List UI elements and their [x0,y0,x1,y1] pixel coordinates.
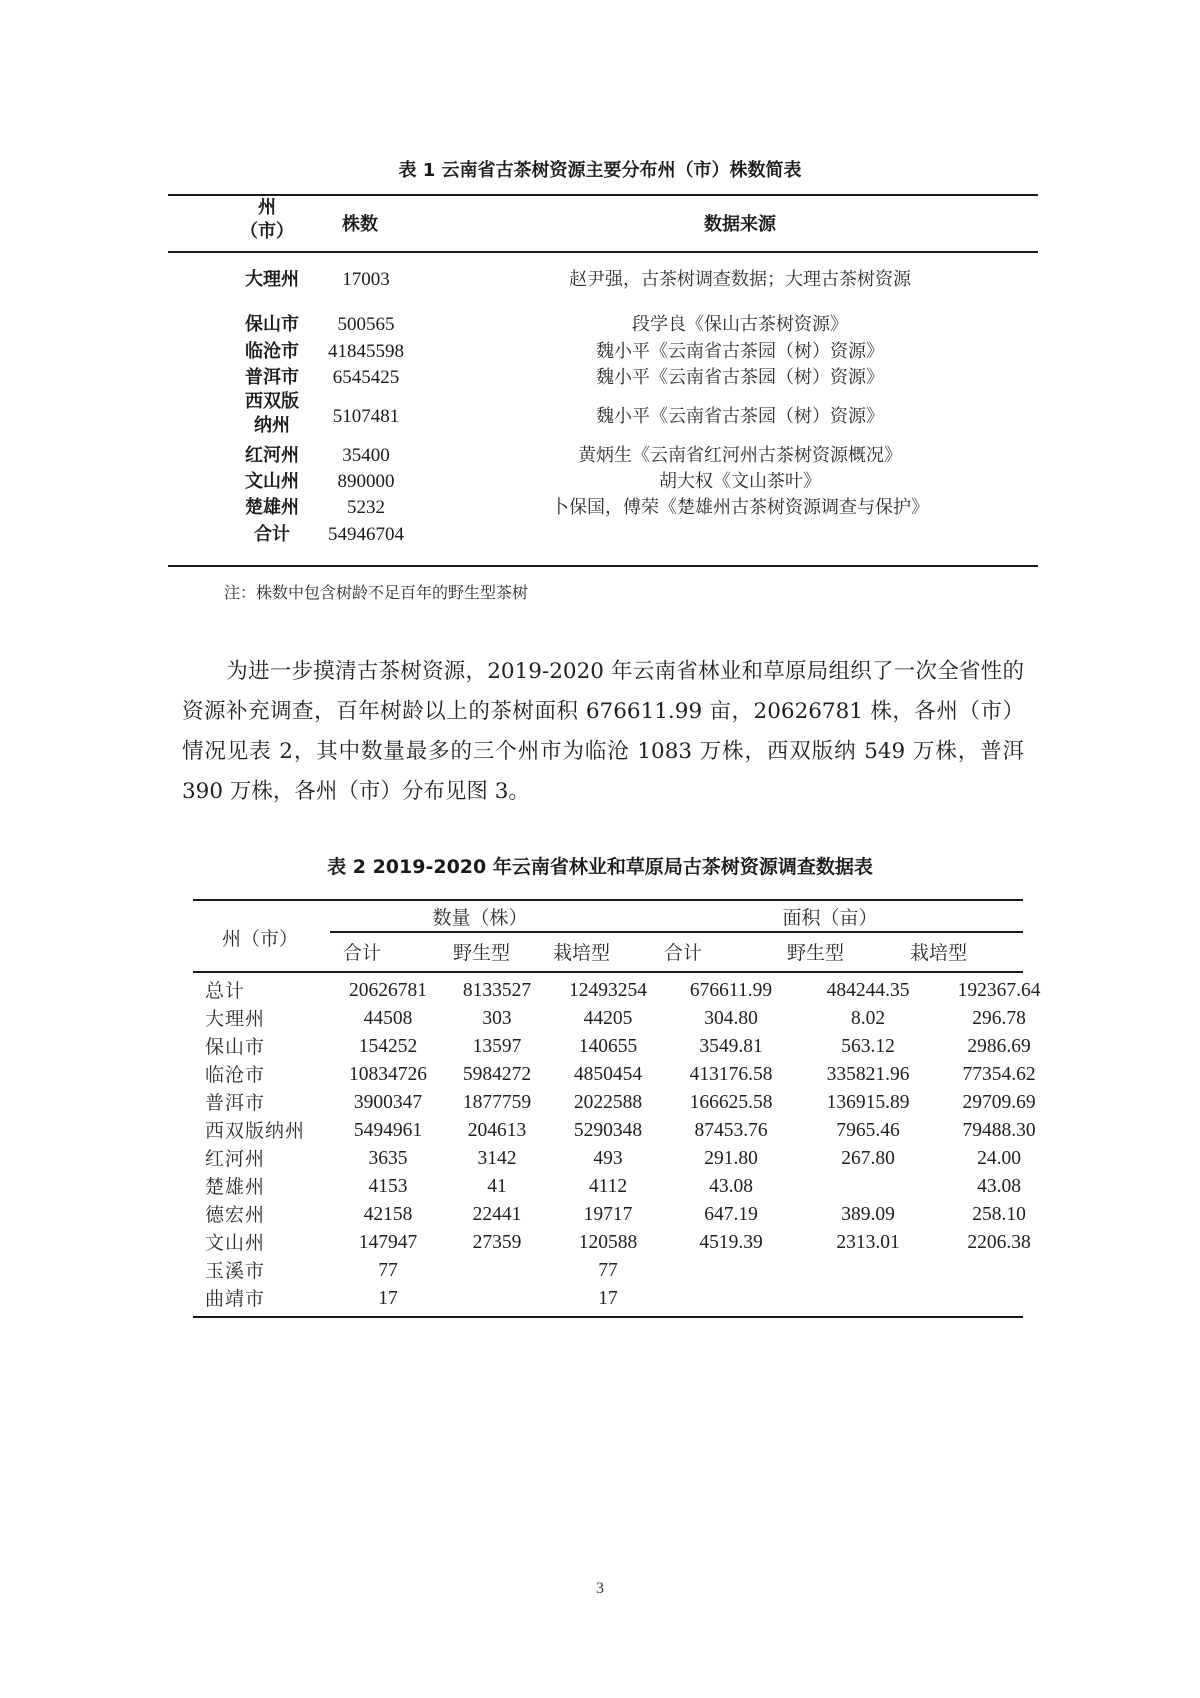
qty-wild: 303 [482,1008,512,1029]
region-name: 西双版纳州 [205,1120,306,1142]
qty-total: 4153 [368,1176,408,1197]
region-name: 大理州 [205,1008,266,1030]
table-row [168,364,1038,392]
data-source: 魏小平《云南省古茶园（树）资源》 [596,341,884,362]
table-row [193,1201,1026,1229]
qty-total: 154252 [358,1036,418,1057]
qty-wild: 204613 [467,1120,527,1141]
area-total: 413176.58 [689,1064,773,1085]
region-name: 临沧市 [205,1064,266,1086]
data-source: 赵尹强，古茶树调查数据；大理古茶树资源 [569,269,911,290]
qty-total: 147947 [358,1232,418,1253]
table1-header-rule [168,251,1038,253]
area-wild: 8.02 [850,1008,886,1029]
region-name: 玉溪市 [205,1260,266,1282]
qty-cultivated: 120588 [578,1232,638,1253]
table-row [168,494,1038,522]
tree-count: 35400 [342,445,390,466]
table-row [168,442,1038,470]
header-region-line1: 州 [258,197,276,218]
qty-cultivated: 4850454 [573,1064,643,1085]
qty-total: 77 [378,1260,398,1281]
area-cultivated: 43.08 [977,1176,1021,1197]
data-source: 段学良《保山古茶树资源》 [632,314,848,335]
table-row [168,311,1038,339]
tree-count: 17003 [342,269,390,290]
region-name: 红河州 [245,445,299,466]
table2-header-rule [193,971,1023,973]
tree-count: 5232 [347,497,385,518]
table2-group-rule-area [610,931,1023,933]
area-cultivated: 192367.64 [957,980,1041,1001]
area-cultivated: 258.10 [972,1204,1026,1225]
qty-total: 42158 [363,1204,413,1225]
qty-cultivated: 44205 [583,1008,633,1029]
data-source: 卜保国，傅荣《楚雄州古茶树资源调查与保护》 [551,497,929,518]
qty-wild: 1877759 [462,1092,532,1113]
region-name: 德宏州 [205,1204,266,1226]
region-name: 曲靖市 [205,1288,266,1310]
region-name: 合计 [254,524,290,545]
table-row [193,1257,1023,1285]
qty-cultivated: 2022588 [573,1092,643,1113]
area-total: 3549.81 [699,1036,763,1057]
page-number: 3 [596,1580,604,1597]
qty-wild: 27359 [472,1232,522,1253]
data-source: 胡大权《文山茶叶》 [659,471,821,492]
area-wild: 267.80 [841,1148,895,1169]
table-row [193,1061,1036,1089]
qty-wild: 3142 [477,1148,517,1169]
qty-total: 3900347 [353,1092,423,1113]
region-name: 楚雄州 [245,497,299,518]
table1-bottom-rule [168,565,1038,567]
area-cultivated: 29709.69 [962,1092,1036,1113]
region-name: 红河州 [205,1148,266,1170]
area-total: 291.80 [704,1148,758,1169]
table1-header-source: 数据来源 [704,214,776,235]
tree-count: 41845598 [328,341,404,362]
table-row [193,1173,1023,1201]
table2-group-area: 面积（亩） [782,907,878,929]
qty-cultivated: 77 [598,1260,618,1281]
qty-cultivated: 4112 [588,1176,628,1197]
region-name: 普洱市 [205,1092,266,1114]
table-row [193,1089,1036,1117]
qty-total: 3635 [368,1148,408,1169]
qty-total: 17 [378,1288,398,1309]
tree-count: 890000 [337,471,395,492]
data-source: 黄炳生《云南省红河州古茶树资源概况》 [578,445,902,466]
data-source: 魏小平《云南省古茶园（树）资源》 [596,367,884,388]
area-total: 676611.99 [689,980,773,1001]
table-row [193,1033,1031,1061]
area-cultivated: 79488.30 [962,1120,1036,1141]
table2-top-rule [193,899,1023,901]
area-wild: 136915.89 [826,1092,910,1113]
table-row [193,1229,1031,1257]
table2-subheader-area-total: 合计 [664,942,703,964]
tree-count: 500565 [337,314,395,335]
qty-total: 10834726 [349,1064,427,1085]
qty-cultivated: 5290348 [573,1120,643,1141]
table2-subheader-qty-wild: 野生型 [453,942,511,964]
table-row [193,1117,1036,1145]
area-wild: 563.12 [841,1036,895,1057]
table-row [168,266,1038,294]
table2-group-quantity: 数量（株） [432,907,528,929]
qty-wild: 41 [487,1176,507,1197]
qty-cultivated: 12493254 [569,980,647,1001]
qty-wild: 22441 [472,1204,522,1225]
table2-subheader-qty-total: 合计 [343,942,382,964]
tree-count: 5107481 [332,406,400,427]
tree-count: 6545425 [332,367,400,388]
qty-total: 20626781 [349,980,427,1001]
region-name [232,390,312,438]
tree-count: 54946704 [328,524,404,545]
area-cultivated: 2986.69 [967,1036,1031,1057]
region-name: 总计 [205,980,246,1002]
table2-subheader-qty-cultivated: 栽培型 [553,942,611,964]
region-name: 保山市 [245,314,299,335]
data-source: 魏小平《云南省古茶园（树）资源》 [596,406,884,427]
table-row [168,391,1038,436]
area-wild: 2313.01 [836,1232,900,1253]
region-name: 楚雄州 [205,1176,266,1198]
area-total: 166625.58 [689,1092,773,1113]
region-name: 保山市 [205,1036,266,1058]
table1-header-region [232,196,302,244]
area-cultivated: 77354.62 [962,1064,1036,1085]
table-row-total [168,521,1038,549]
table2-group-rule-quantity [330,931,610,933]
area-wild: 484244.35 [826,980,910,1001]
area-total: 87453.76 [694,1120,768,1141]
table1-caption: 表 1 云南省古茶树资源主要分布州（市）株数简表 [398,160,802,181]
area-cultivated: 296.78 [972,1008,1026,1029]
qty-cultivated: 17 [598,1288,618,1309]
area-wild: 389.09 [841,1204,895,1225]
table2-subheader-area-wild: 野生型 [787,942,845,964]
table-row [193,977,1041,1005]
area-cultivated: 24.00 [977,1148,1021,1169]
region-name: 文山州 [245,471,299,492]
area-wild: 335821.96 [826,1064,910,1085]
table-row [168,338,1038,366]
area-total: 4519.39 [699,1232,763,1253]
qty-wild: 13597 [472,1036,522,1057]
table2-header-region: 州（市） [221,928,298,950]
area-total: 304.80 [704,1008,758,1029]
qty-wild: 8133527 [462,980,532,1001]
body-paragraph [182,652,1024,812]
qty-wild: 5984272 [462,1064,532,1085]
table-row [193,1285,1023,1313]
area-wild: 7965.46 [836,1120,900,1141]
region-name-line2: 纳州 [254,415,290,436]
area-cultivated: 2206.38 [967,1232,1031,1253]
table2-bottom-rule [193,1316,1023,1318]
table-row [193,1145,1023,1173]
area-total: 43.08 [709,1176,753,1197]
table2-subheader-area-cultivated: 栽培型 [910,942,968,964]
table1-header-count: 株数 [342,214,378,235]
region-name: 临沧市 [245,341,299,362]
area-total: 647.19 [704,1204,758,1225]
region-name: 大理州 [245,269,299,290]
region-name-line1: 西双版 [245,391,299,412]
table1-note: 注：株数中包含树龄不足百年的野生型茶树 [224,583,529,602]
qty-total: 5494961 [353,1120,423,1141]
table-row [193,1005,1026,1033]
qty-total: 44508 [363,1008,413,1029]
table-row [168,468,1038,496]
qty-cultivated: 19717 [583,1204,633,1225]
table2-caption: 表 2 2019-2020 年云南省林业和草原局古茶树资源调查数据表 [327,856,873,878]
region-name: 普洱市 [245,367,299,388]
paragraph-text: 为进一步摸清古茶树资源，2019-2020 年云南省林业和草原局组织了一次全省性的资源补充调查，百年树龄以上的茶树面积 676611.99 亩，20626781 株，各州（市）情况见表 2，其中数量最多的三个州市为临沧 1083 万株，西双版纳 549 万株，普洱 390 万株，各州（市）分布见图 3。 [182,659,1024,804]
qty-cultivated: 140655 [578,1036,638,1057]
region-name: 文山州 [205,1232,266,1254]
qty-cultivated: 493 [593,1148,623,1169]
header-region-line2: （市） [240,221,294,242]
